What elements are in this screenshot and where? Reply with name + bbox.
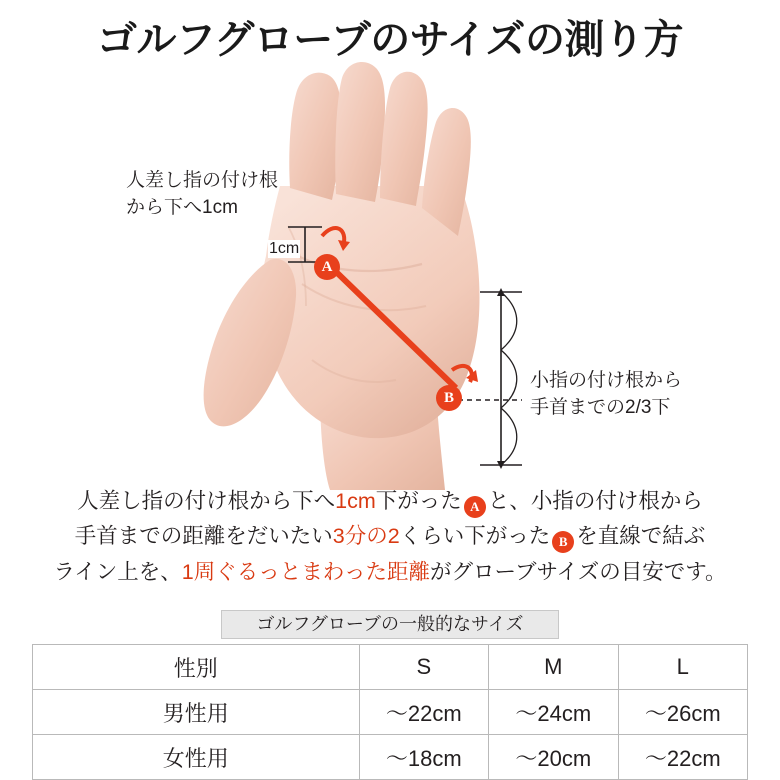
middle-finger-shape [335, 62, 385, 202]
female-size-l: 〜22cm [618, 735, 747, 780]
annotation-pinky-line1: 小指の付け根から [530, 370, 683, 391]
annotation-pinky [530, 368, 778, 422]
inline-badge-b: B [552, 531, 574, 553]
measure-pinky-to-wrist [480, 288, 522, 469]
desc-l2-highlight: 3分の2 [332, 524, 400, 549]
annotation-index-line2: から下へ1cm [126, 196, 238, 218]
desc-l2-pre: 手首までの距離をだいたい [74, 524, 333, 549]
table-caption: ゴルフグローブの一般的なサイズ [221, 610, 559, 639]
size-table [32, 644, 748, 780]
ring-finger-shape [380, 72, 428, 206]
table-header-gender: 性別 [33, 645, 360, 690]
table-header-s: S [359, 645, 488, 690]
male-size-s: 〜22cm [359, 690, 488, 735]
female-size-m: 〜20cm [489, 735, 618, 780]
badge-point-a: A [314, 254, 340, 280]
desc-l1-highlight: 1cm [335, 489, 376, 513]
dimension-label-1cm: 1cm [269, 240, 300, 257]
row-label-male: 男性用 [33, 690, 360, 735]
inline-badge-a: A [464, 496, 486, 518]
description-line-3 [0, 555, 780, 590]
desc-l1-mid: 下がった [375, 489, 462, 513]
hand-diagram [170, 60, 590, 490]
desc-l1-post: と、小指の付け根から [487, 489, 703, 513]
male-size-m: 〜24cm [489, 690, 618, 735]
description-text [0, 484, 780, 590]
thumb-shape [204, 259, 296, 426]
male-size-l: 〜26cm [618, 690, 747, 735]
table-row [33, 735, 748, 780]
desc-l3-pre: ライン上を、 [53, 559, 182, 584]
table-row [33, 690, 748, 735]
desc-l2-post: を直線で結ぶ [576, 524, 706, 549]
badge-point-b: B [436, 385, 462, 411]
female-size-s: 〜18cm [359, 735, 488, 780]
annotation-pinky-line2: 手首までの2/3下 [530, 396, 671, 418]
table-header-l: L [618, 645, 747, 690]
description-line-2 [0, 519, 780, 554]
table-header-row [33, 645, 748, 690]
description-line-1 [0, 484, 780, 519]
desc-l3-post: がグローブサイズの目安です。 [430, 559, 727, 584]
table-header-m: M [489, 645, 618, 690]
desc-l1-pre: 人差し指の付け根から下へ [77, 489, 336, 513]
desc-l3-highlight: 1周ぐるっとまわった距離 [181, 559, 431, 584]
annotation-index-finger [126, 168, 336, 222]
row-label-female: 女性用 [33, 735, 360, 780]
desc-l2-mid: くらい下がった [399, 524, 551, 549]
annotation-index-line1: 人差し指の付け根 [126, 170, 279, 191]
page-title: ゴルフグローブのサイズの測り方 [96, 18, 684, 62]
